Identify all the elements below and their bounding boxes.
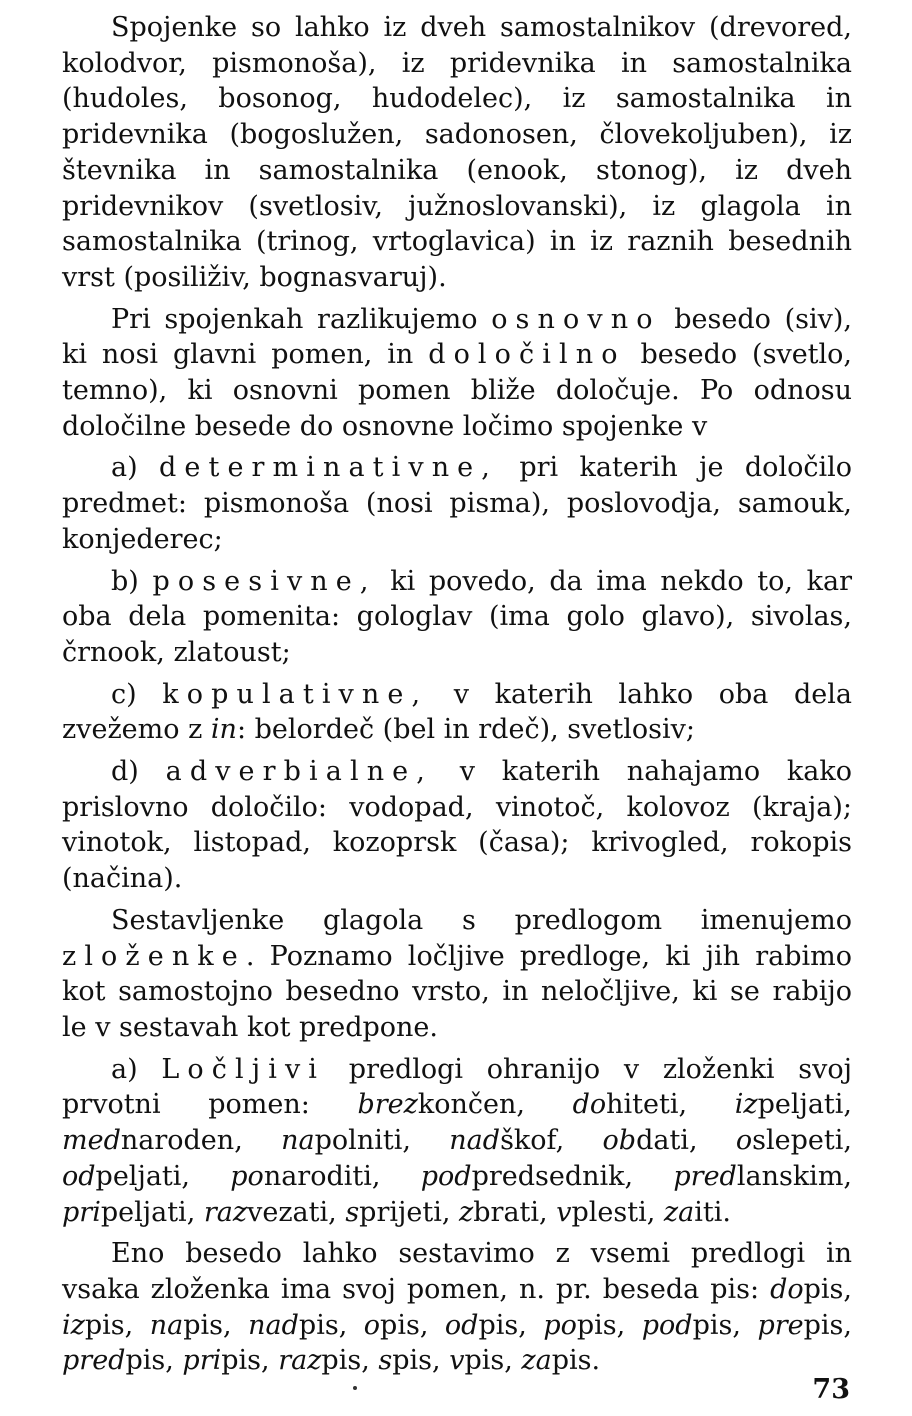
list-item-a [62, 450, 852, 557]
page-number: 73 [812, 1374, 850, 1405]
ink-dot [353, 1386, 357, 1390]
text-segment: v katerih lahko oba dela zvežemo z [62, 678, 852, 746]
text-segment: : belordeč (bel in rdeč), svetlosiv; [236, 714, 695, 746]
prefix-italic: v [449, 1345, 465, 1377]
example-word [378, 1345, 432, 1376]
prefix-italic: pred [62, 1345, 126, 1377]
text-segment: Pri spojenkah razlikujemo [111, 303, 478, 335]
example-word [248, 1310, 339, 1341]
example-word [62, 1161, 181, 1192]
prefix-italic: med [62, 1125, 121, 1157]
word-root: pis [84, 1309, 125, 1341]
example-word [642, 1310, 733, 1341]
prefix-italic: pod [420, 1160, 472, 1192]
example-word [62, 1125, 234, 1156]
prefix-italic: pod [641, 1309, 693, 1341]
text-segment: Sestavljenke glagola s predlogom imenujemo [111, 904, 852, 936]
word-root: polniti [314, 1125, 403, 1157]
prefix-italic: pre [757, 1309, 804, 1341]
prefix-italic: od [62, 1160, 96, 1192]
example-word [543, 1310, 616, 1341]
prefix-italic: pri [62, 1196, 101, 1228]
prefix-italic: s [378, 1345, 393, 1377]
prefix-italic: po [543, 1309, 577, 1341]
prefix-italic: za [663, 1196, 695, 1228]
prefix-italic: nad [248, 1309, 299, 1341]
prefix-italic: od [444, 1309, 479, 1341]
paragraph-base-determinative [62, 302, 852, 445]
list-marker: b) [111, 565, 139, 597]
list-marker: c) [111, 678, 137, 710]
paragraph-text: Spojenke so lahko iz dveh samostalnikov (drevored, kolodvor, pismonoša), iz pridevnika in samostalnika (hudoles, bosonog, hudodelec), iz samostalnika in pridevnika (bogoslužen, sadonosen, človekoljuben), iz števnika in samostalnika (enook, stonog), iz dveh pridevnikov (svetlosiv, južnoslovanski), iz glagola in samostalnika (trinog, vrtoglavica) in iz raznih besednih vrst (posiliživ, bognasvaruj). [62, 12, 852, 293]
example-word [421, 1161, 625, 1192]
word-root: pis [183, 1309, 224, 1341]
word-root: končen [417, 1089, 517, 1121]
word-root: pis [464, 1345, 505, 1377]
spaced-term: določilno [428, 339, 626, 371]
prefix-italic: ob [602, 1125, 637, 1157]
prefix-italic: v [556, 1196, 572, 1228]
word-root: pis [125, 1345, 166, 1377]
paragraph-prefixed-compounds [62, 903, 852, 1046]
example-word [573, 1089, 679, 1120]
spaced-term: adverbialne, [165, 756, 433, 788]
text-segment: besedo (svetlo, temno), ki osnovni pomen bliže določuje. Po odnosu določilne besede do osnovne ločimo spojenke v [62, 339, 853, 442]
example-word [521, 1345, 591, 1376]
word-root: pis [478, 1309, 519, 1341]
word-root: pis [692, 1309, 733, 1341]
word-root: pis [803, 1309, 844, 1341]
word-root: pis [392, 1345, 433, 1377]
word-root: pis [298, 1309, 339, 1341]
prefix-italic: s [345, 1196, 360, 1228]
word-root: peljati [100, 1196, 187, 1228]
word-root: prijeti [359, 1196, 442, 1228]
word-root: iti [694, 1196, 723, 1228]
example-word [603, 1125, 689, 1156]
example-word [459, 1197, 539, 1228]
word-root: peljati [757, 1089, 844, 1121]
example-word [357, 1089, 516, 1120]
word-root: predsednik [471, 1160, 625, 1192]
prefix-italic: nad [449, 1125, 501, 1157]
example-word [182, 1345, 261, 1376]
example-word-list: dopis, izpis, napis, nadpis, opis, odpis, popis, podpis, prepis, predpis, pripis, razpis, spis, vpis, zapis. [62, 1273, 853, 1377]
example-word [736, 1125, 843, 1156]
example-word [449, 1345, 504, 1376]
example-word [556, 1197, 647, 1228]
example-word [62, 1310, 125, 1341]
example-word [204, 1197, 328, 1228]
word-root: pis [380, 1309, 420, 1341]
example-word [278, 1345, 361, 1376]
word-root: pis [803, 1273, 844, 1305]
example-word [62, 1345, 165, 1376]
spaced-term: Ločljivi [161, 1053, 326, 1085]
italic-word: in [210, 714, 237, 746]
list-item-b [62, 564, 852, 671]
example-word [449, 1125, 555, 1156]
prefix-italic: do [770, 1273, 804, 1305]
example-word-list: brezkončen, dohiteti, izpeljati, mednaroden, napolniti, nadškof, obdati, oslepeti, odpeljati, ponaroditi, podpredsednik, predlanskim, pripeljati, razvezati, sprijeti, zbrati, vplesti, zaiti. [62, 1089, 853, 1228]
example-word [770, 1274, 843, 1305]
prefix-italic: o [363, 1309, 381, 1341]
text-segment: predlogi ohranijo v zloženki svoj prvotni pomen: [62, 1053, 852, 1121]
text-segment: . Poznamo ločljive predloge, ki jih rabimo kot samostojno besedno vrsto, in neločljive, ki se rabijo le v sestavah kot predpone. [62, 940, 852, 1043]
paragraph-compound-sources [62, 10, 852, 296]
list-marker: a) [111, 1053, 138, 1085]
word-root: vezati [247, 1196, 329, 1228]
prefix-italic: z [459, 1196, 474, 1228]
text-segment: ki povedo, da ima nekdo to, kar oba dela pomenita: gologlav (ima golo glavo), sivolas, črnook, zlatoust; [62, 565, 853, 668]
example-word [673, 1161, 843, 1192]
word-root: pis [321, 1345, 362, 1377]
word-root: plesti [571, 1196, 647, 1228]
text-segment: besedo (siv), ki nosi glavni pomen, in [62, 303, 852, 371]
prefix-italic: raz [203, 1196, 248, 1228]
prefix-italic: iz [734, 1089, 758, 1121]
spaced-term: osnovno [491, 303, 661, 335]
text-segment: Eno besedo lahko sestavimo z vsemi predlogi in vsaka zloženka ima svoj pomen, n. pr. beseda pis: [62, 1238, 852, 1305]
example-word [345, 1197, 442, 1228]
word-root: slepeti [752, 1125, 844, 1157]
body-text [62, 10, 852, 1379]
example-word [757, 1310, 843, 1341]
prefix-italic: na [281, 1125, 315, 1157]
list-item-separable [62, 1052, 852, 1231]
prefix-italic: o [735, 1125, 753, 1157]
paragraph-pis-examples [62, 1236, 852, 1379]
prefix-italic: za [521, 1345, 552, 1377]
text-segment: v katerih nahajamo kako prislovno določilo: vodopad, vinotoč, kolovoz (kraja); vinotok, listopad, kozoprsk (časa); krivogled, rokopis (načina). [62, 756, 852, 895]
word-root: škof [500, 1125, 556, 1157]
word-root: brati [473, 1196, 540, 1228]
word-root: naroden [120, 1125, 235, 1157]
example-word [664, 1197, 722, 1228]
word-root: pis [221, 1345, 262, 1377]
word-root: pis [551, 1345, 592, 1377]
list-item-c [62, 677, 852, 748]
prefix-italic: pri [182, 1345, 222, 1377]
example-word [445, 1310, 518, 1341]
example-word [735, 1089, 844, 1120]
spaced-term: kopulativne, [162, 678, 429, 710]
word-root: peljati [95, 1160, 182, 1192]
example-word [62, 1197, 187, 1228]
list-marker: a) [111, 452, 138, 484]
list-marker: d) [111, 756, 139, 788]
prefix-italic: raz [278, 1345, 322, 1377]
prefix-italic: na [149, 1309, 184, 1341]
example-word [230, 1161, 372, 1192]
prefix-italic: iz [62, 1309, 85, 1341]
word-root: naroditi [263, 1160, 372, 1192]
prefix-italic: brez [357, 1089, 418, 1121]
example-word [150, 1310, 223, 1341]
prefix-italic: po [230, 1160, 264, 1192]
text-segment: pri katerih je določilo predmet: pismonoša (nosi pisma), poslovodja, samouk, konjederec; [62, 452, 852, 555]
example-word [364, 1310, 420, 1341]
prefix-italic: pred [673, 1160, 737, 1192]
list-item-d [62, 754, 852, 897]
word-root: pis [576, 1309, 617, 1341]
word-root: hiteti [606, 1089, 679, 1121]
word-root: dati [636, 1125, 689, 1157]
example-word [281, 1125, 402, 1156]
word-root: lanskim [736, 1160, 844, 1192]
spaced-term: posesivne, [152, 565, 377, 597]
spaced-term: determinativne, [159, 452, 498, 484]
spaced-term: zloženke [62, 940, 246, 972]
prefix-italic: do [572, 1089, 607, 1121]
